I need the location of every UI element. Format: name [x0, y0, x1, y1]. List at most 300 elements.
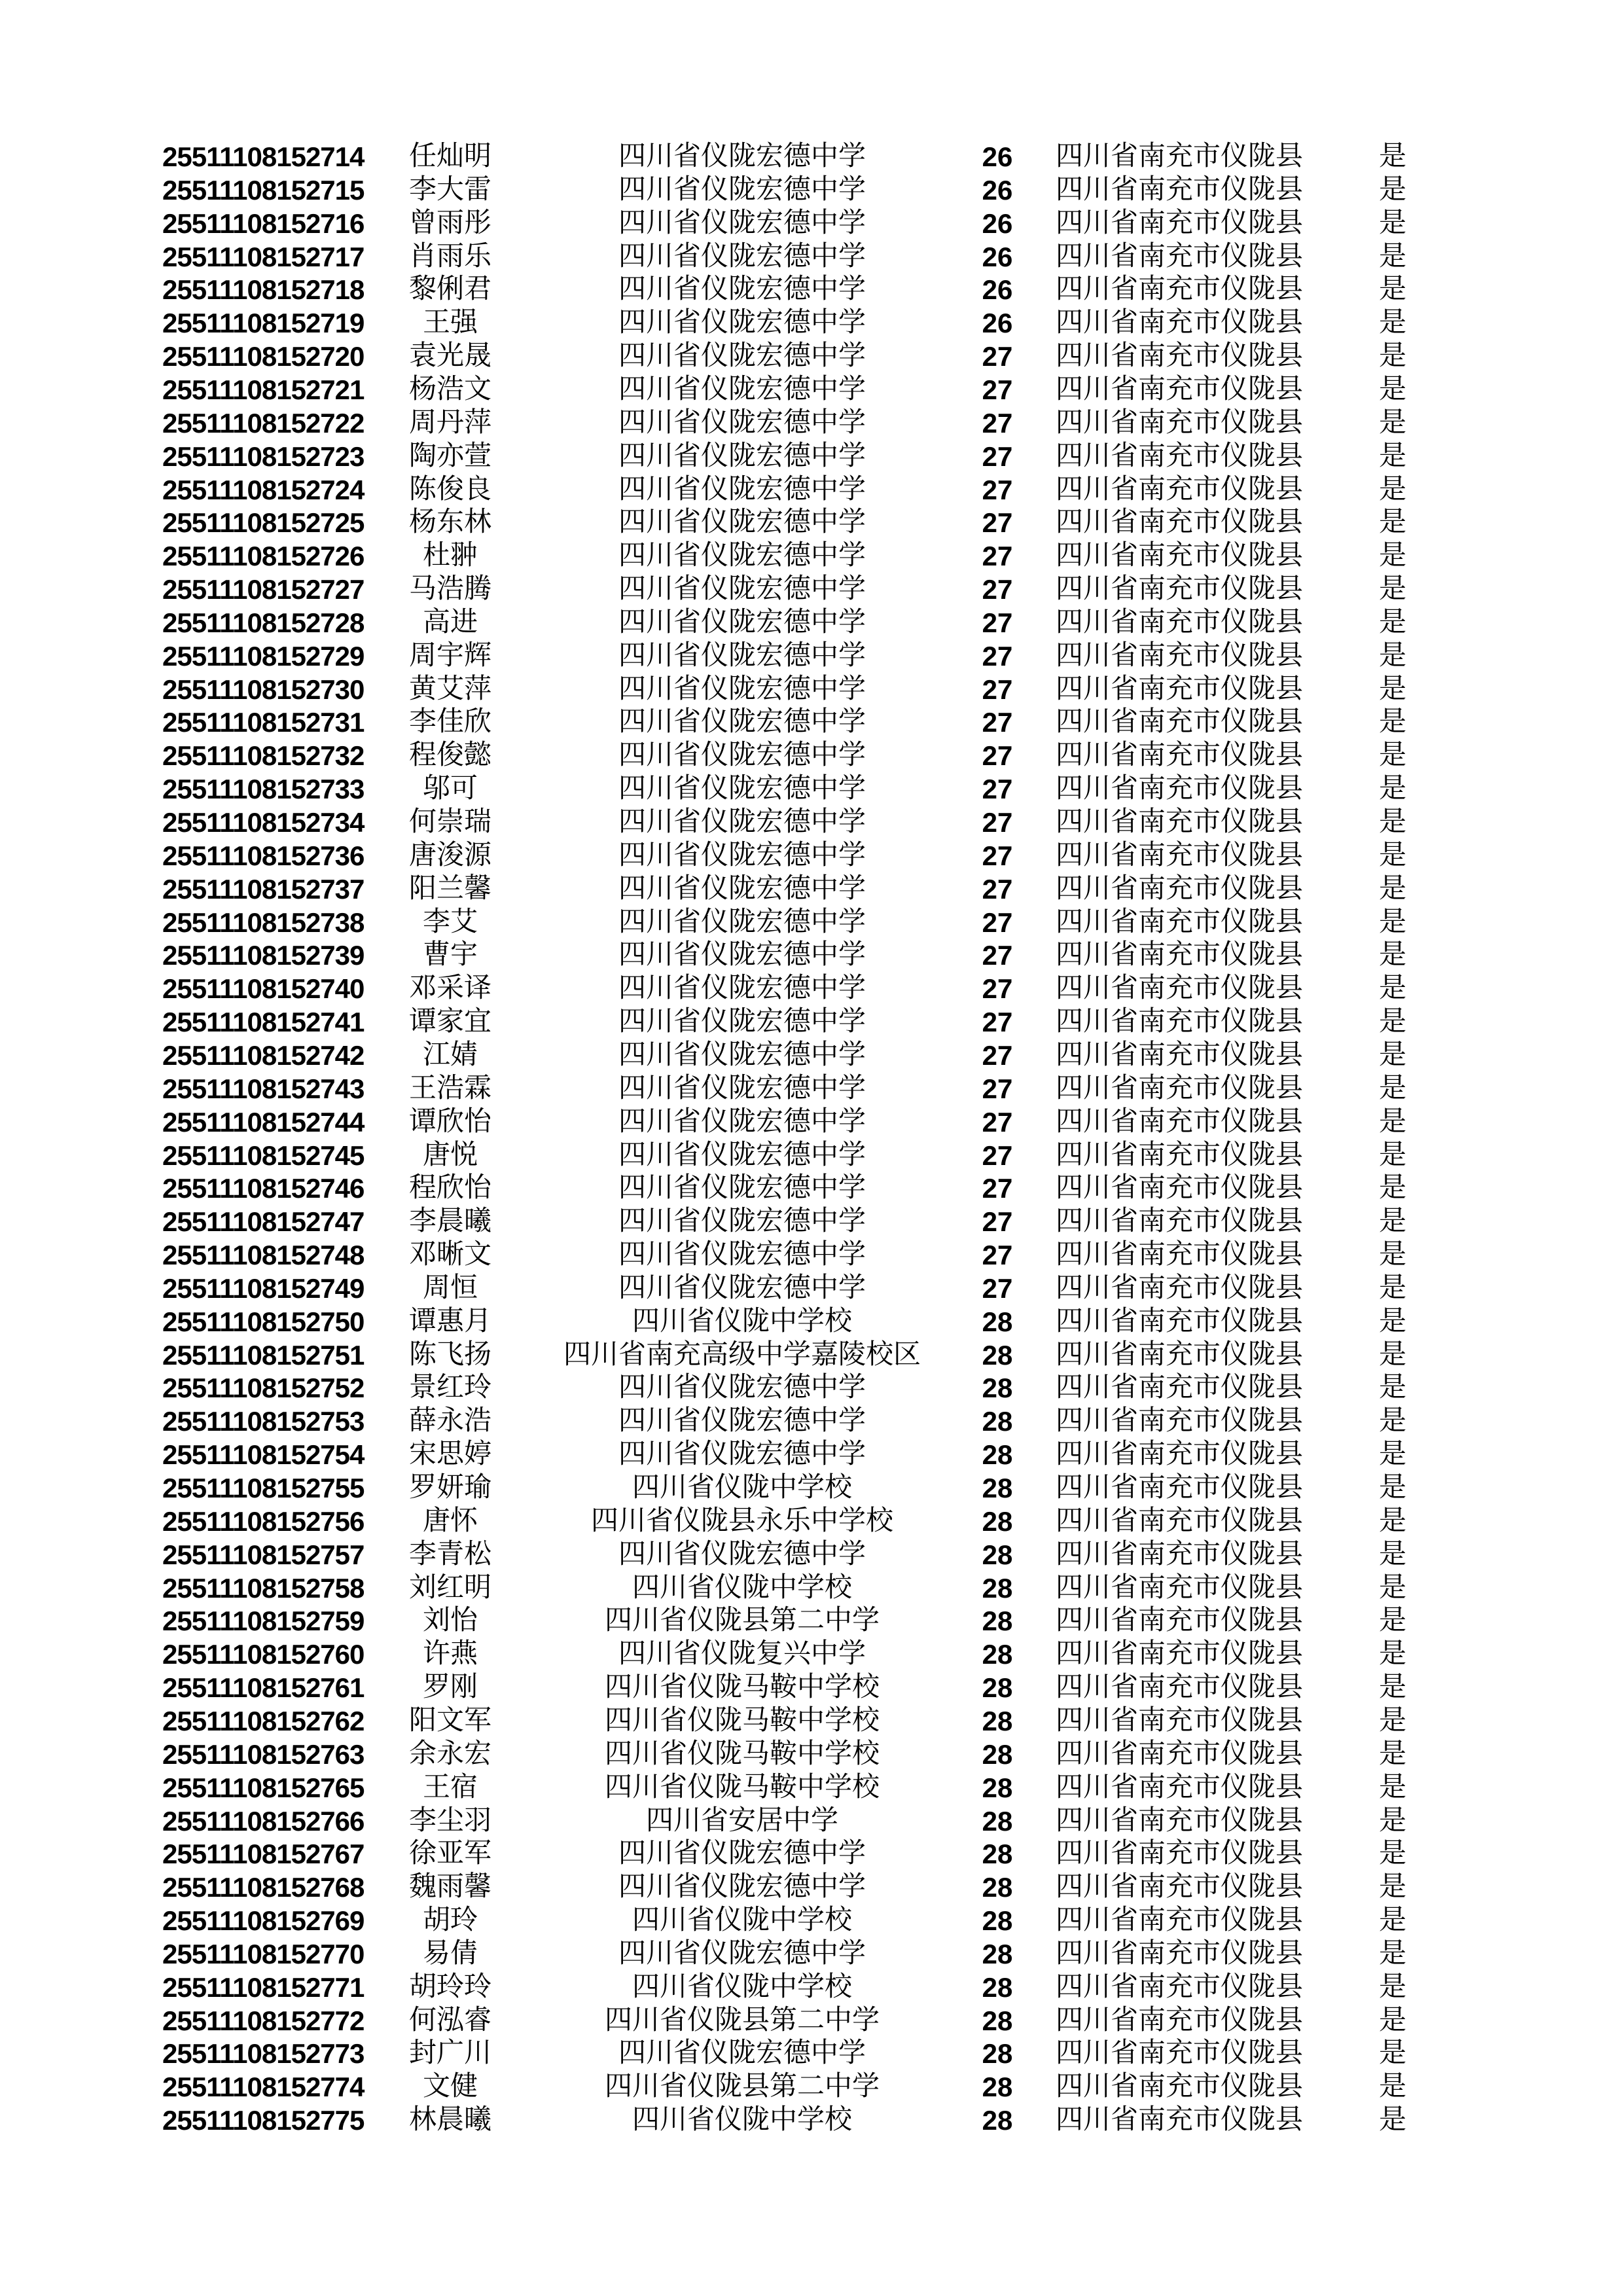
table-row [0, 1005, 1623, 1039]
table-row [0, 473, 1623, 507]
confirm-flag: 是 [1378, 2038, 1406, 2069]
candidate-id: 25511108152723 [162, 440, 365, 472]
school-name: 四川省仪陇宏德中学 [618, 308, 866, 338]
confirm-flag: 是 [1378, 1372, 1406, 1403]
confirm-flag: 是 [1378, 1406, 1406, 1437]
region: 四川省南充市仪陇县 [1055, 1339, 1303, 1370]
school-name: 四川省仪陇宏德中学 [618, 607, 866, 637]
confirm-flag: 是 [1378, 207, 1406, 238]
confirm-flag: 是 [1378, 673, 1406, 704]
region: 四川省南充市仪陇县 [1055, 1938, 1303, 1969]
candidate-name: 刘红明 [408, 1572, 491, 1603]
region: 四川省南充市仪陇县 [1055, 2072, 1303, 2102]
group-number: 28 [982, 1639, 1013, 1670]
region: 四川省南充市仪陇县 [1055, 1505, 1303, 1536]
confirm-flag: 是 [1378, 1073, 1406, 1103]
candidate-name: 李青松 [408, 1539, 491, 1570]
candidate-name: 邓晰文 [408, 1240, 491, 1270]
group-number: 27 [982, 1039, 1013, 1071]
region: 四川省南充市仪陇县 [1055, 740, 1303, 771]
table-row [0, 2104, 1623, 2137]
region: 四川省南充市仪陇县 [1055, 673, 1303, 704]
school-name: 四川省仪陇复兴中学 [618, 1639, 866, 1670]
group-number: 28 [982, 2105, 1013, 2136]
candidate-name: 谭惠月 [408, 1306, 491, 1336]
candidate-id: 25511108152730 [162, 673, 365, 705]
table-row [0, 140, 1623, 173]
confirm-flag: 是 [1378, 1173, 1406, 1204]
confirm-flag: 是 [1378, 407, 1406, 438]
region: 四川省南充市仪陇县 [1055, 807, 1303, 837]
school-name: 四川省仪陇宏德中学 [618, 740, 866, 771]
table-row [0, 606, 1623, 639]
school-name: 四川省仪陇宏德中学 [618, 1007, 866, 1037]
school-name: 四川省仪陇宏德中学 [618, 906, 866, 937]
confirm-flag: 是 [1378, 1539, 1406, 1570]
region: 四川省南充市仪陇县 [1055, 873, 1303, 904]
table-row [0, 1704, 1623, 1738]
table-row [0, 1105, 1623, 1139]
region: 四川省南充市仪陇县 [1055, 1971, 1303, 2002]
group-number: 27 [982, 407, 1013, 439]
confirm-flag: 是 [1378, 1971, 1406, 2002]
school-name: 四川省仪陇宏德中学 [618, 873, 866, 904]
table-row [0, 1438, 1623, 1471]
group-number: 28 [982, 1839, 1013, 1870]
school-name: 四川省仪陇宏德中学 [618, 1039, 866, 1070]
confirm-flag: 是 [1378, 1738, 1406, 1769]
candidate-name: 王宿 [422, 1772, 478, 1803]
candidate-name: 胡玲 [422, 1905, 478, 1936]
group-number: 27 [982, 707, 1013, 738]
group-number: 28 [982, 1805, 1013, 1837]
region: 四川省南充市仪陇县 [1055, 1039, 1303, 1070]
region: 四川省南充市仪陇县 [1055, 2005, 1303, 2036]
candidate-id: 25511108152726 [162, 541, 365, 572]
confirm-flag: 是 [1378, 1805, 1406, 1836]
group-number: 28 [982, 1971, 1013, 2003]
school-name: 四川省仪陇宏德中学 [618, 774, 866, 804]
region: 四川省南充市仪陇县 [1055, 341, 1303, 372]
candidate-name: 李晨曦 [408, 1206, 491, 1237]
group-number: 27 [982, 906, 1013, 938]
table-row [0, 1837, 1623, 1871]
table-row [0, 739, 1623, 772]
school-name: 四川省仪陇县第二中学 [604, 2005, 880, 2036]
group-number: 28 [982, 1872, 1013, 1903]
confirm-flag: 是 [1378, 374, 1406, 404]
region: 四川省南充市仪陇县 [1055, 840, 1303, 870]
candidate-name: 文健 [422, 2072, 478, 2102]
confirm-flag: 是 [1378, 1639, 1406, 1670]
confirm-flag: 是 [1378, 1007, 1406, 1037]
school-name: 四川省仪陇宏德中学 [618, 840, 866, 870]
table-row [0, 1272, 1623, 1305]
group-number: 27 [982, 1139, 1013, 1171]
table-row [0, 506, 1623, 539]
school-name: 四川省仪陇宏德中学 [618, 807, 866, 837]
table-row [0, 673, 1623, 706]
group-number: 27 [982, 873, 1013, 905]
school-name: 四川省仪陇宏德中学 [618, 507, 866, 538]
school-name: 四川省仪陇宏德中学 [618, 1872, 866, 1903]
group-number: 27 [982, 607, 1013, 638]
confirm-flag: 是 [1378, 507, 1406, 538]
school-name: 四川省仪陇宏德中学 [618, 1539, 866, 1570]
region: 四川省南充市仪陇县 [1055, 507, 1303, 538]
table-row [0, 1039, 1623, 1072]
table-row [0, 306, 1623, 340]
candidate-id: 25511108152717 [162, 241, 365, 272]
candidate-name: 罗妍瑜 [408, 1473, 491, 1503]
candidate-name: 肖雨乐 [408, 241, 491, 272]
table-row [0, 1505, 1623, 1538]
region: 四川省南充市仪陇县 [1055, 1839, 1303, 1869]
candidate-name: 邓采译 [408, 973, 491, 1004]
confirm-flag: 是 [1378, 174, 1406, 205]
table-row [0, 1371, 1623, 1405]
candidate-name: 杜翀 [422, 541, 478, 571]
table-row [0, 872, 1623, 906]
candidate-id: 25511108152714 [162, 141, 365, 172]
table-row [0, 1871, 1623, 1904]
candidate-id: 25511108152775 [162, 2105, 365, 2136]
group-number: 28 [982, 2038, 1013, 2070]
table-row [0, 240, 1623, 274]
table-row [0, 373, 1623, 406]
confirm-flag: 是 [1378, 2105, 1406, 2136]
school-name: 四川省南充高级中学嘉陵校区 [563, 1339, 921, 1370]
group-number: 26 [982, 174, 1013, 206]
school-name: 四川省仪陇马鞍中学校 [604, 1772, 880, 1803]
candidate-name: 曾雨彤 [408, 207, 491, 238]
candidate-id: 25511108152736 [162, 840, 365, 871]
candidate-name: 胡玲玲 [408, 1971, 491, 2002]
candidate-name: 陶亦萱 [408, 440, 491, 471]
school-name: 四川省仪陇宏德中学 [618, 707, 866, 738]
candidate-name: 何崇瑞 [408, 807, 491, 837]
candidate-id: 25511108152749 [162, 1272, 365, 1304]
table-row [0, 1604, 1623, 1638]
candidate-name: 程俊懿 [408, 740, 491, 771]
candidate-name: 程欣怡 [408, 1173, 491, 1204]
region: 四川省南充市仪陇县 [1055, 1206, 1303, 1237]
school-name: 四川省仪陇宏德中学 [618, 374, 866, 404]
group-number: 28 [982, 1772, 1013, 1803]
candidate-name: 王浩霖 [408, 1073, 491, 1103]
region: 四川省南充市仪陇县 [1055, 1007, 1303, 1037]
confirm-flag: 是 [1378, 1705, 1406, 1736]
table-row [0, 1804, 1623, 1838]
school-name: 四川省仪陇中学校 [632, 1572, 852, 1603]
candidate-id: 25511108152731 [162, 707, 365, 738]
group-number: 27 [982, 474, 1013, 505]
group-number: 27 [982, 1106, 1013, 1138]
region: 四川省南充市仪陇县 [1055, 1306, 1303, 1336]
confirm-flag: 是 [1378, 607, 1406, 637]
school-name: 四川省仪陇宏德中学 [618, 574, 866, 605]
group-number: 27 [982, 341, 1013, 372]
table-row [0, 1172, 1623, 1205]
group-number: 27 [982, 673, 1013, 705]
school-name: 四川省仪陇中学校 [632, 2105, 852, 2136]
confirm-flag: 是 [1378, 341, 1406, 372]
school-name: 四川省仪陇县第二中学 [604, 1605, 880, 1636]
confirm-flag: 是 [1378, 1240, 1406, 1270]
candidate-id: 25511108152745 [162, 1139, 365, 1171]
table-row [0, 706, 1623, 739]
region: 四川省南充市仪陇县 [1055, 1872, 1303, 1903]
region: 四川省南充市仪陇县 [1055, 308, 1303, 338]
candidate-id: 25511108152754 [162, 1439, 365, 1471]
table-row [0, 2070, 1623, 2104]
candidate-name: 罗刚 [422, 1672, 478, 1703]
table-row [0, 2037, 1623, 2070]
school-name: 四川省仪陇中学校 [632, 1473, 852, 1503]
region: 四川省南充市仪陇县 [1055, 1139, 1303, 1170]
candidate-id: 25511108152765 [162, 1772, 365, 1803]
candidate-name: 曹宇 [422, 940, 478, 971]
group-number: 27 [982, 541, 1013, 572]
region: 四川省南充市仪陇县 [1055, 574, 1303, 605]
candidate-id: 25511108152740 [162, 973, 365, 1005]
candidate-name: 马浩腾 [408, 574, 491, 605]
group-number: 27 [982, 740, 1013, 772]
region: 四川省南充市仪陇县 [1055, 2038, 1303, 2069]
table-row [0, 1205, 1623, 1238]
candidate-name: 封广川 [408, 2038, 491, 2069]
region: 四川省南充市仪陇县 [1055, 607, 1303, 637]
candidate-id: 25511108152718 [162, 274, 365, 306]
confirm-flag: 是 [1378, 274, 1406, 305]
confirm-flag: 是 [1378, 541, 1406, 571]
region: 四川省南充市仪陇县 [1055, 1639, 1303, 1670]
region: 四川省南充市仪陇县 [1055, 1805, 1303, 1836]
table-row [0, 906, 1623, 939]
school-name: 四川省仪陇宏德中学 [618, 440, 866, 471]
candidate-name: 宋思婷 [408, 1439, 491, 1470]
table-row [0, 340, 1623, 373]
region: 四川省南充市仪陇县 [1055, 1106, 1303, 1137]
school-name: 四川省仪陇宏德中学 [618, 1406, 866, 1437]
school-name: 四川省仪陇宏德中学 [618, 1439, 866, 1470]
candidate-id: 25511108152719 [162, 308, 365, 339]
group-number: 28 [982, 1539, 1013, 1570]
school-name: 四川省仪陇宏德中学 [618, 474, 866, 505]
table-row [0, 1937, 1623, 1971]
confirm-flag: 是 [1378, 1039, 1406, 1070]
group-number: 26 [982, 141, 1013, 172]
group-number: 27 [982, 1240, 1013, 1271]
candidate-id: 25511108152728 [162, 607, 365, 638]
confirm-flag: 是 [1378, 740, 1406, 771]
confirm-flag: 是 [1378, 1772, 1406, 1803]
table-row [0, 539, 1623, 573]
group-number: 28 [982, 1473, 1013, 1503]
group-number: 28 [982, 1938, 1013, 1969]
confirm-flag: 是 [1378, 1106, 1406, 1137]
candidate-id: 25511108152737 [162, 873, 365, 905]
candidate-id: 25511108152720 [162, 341, 365, 372]
candidate-id: 25511108152748 [162, 1240, 365, 1271]
candidate-name: 薛永浩 [408, 1406, 491, 1437]
school-name: 四川省仪陇宏德中学 [618, 1106, 866, 1137]
region: 四川省南充市仪陇县 [1055, 407, 1303, 438]
school-name: 四川省仪陇马鞍中学校 [604, 1672, 880, 1703]
candidate-id: 25511108152768 [162, 1872, 365, 1903]
group-number: 28 [982, 1672, 1013, 1704]
candidate-name: 王强 [422, 308, 478, 338]
table-row [0, 406, 1623, 440]
group-number: 28 [982, 1439, 1013, 1471]
group-number: 26 [982, 241, 1013, 272]
candidate-name: 易倩 [422, 1938, 478, 1969]
region: 四川省南充市仪陇县 [1055, 1473, 1303, 1503]
candidate-name: 阳文军 [408, 1705, 491, 1736]
confirm-flag: 是 [1378, 1473, 1406, 1503]
candidate-name: 江婧 [422, 1039, 478, 1070]
candidate-name: 许燕 [422, 1639, 478, 1670]
candidate-id: 25511108152743 [162, 1073, 365, 1104]
candidate-id: 25511108152759 [162, 1605, 365, 1637]
group-number: 28 [982, 2005, 1013, 2036]
school-name: 四川省仪陇县永乐中学校 [590, 1505, 893, 1536]
confirm-flag: 是 [1378, 1872, 1406, 1903]
region: 四川省南充市仪陇县 [1055, 973, 1303, 1004]
confirm-flag: 是 [1378, 1605, 1406, 1636]
group-number: 27 [982, 1173, 1013, 1204]
group-number: 27 [982, 940, 1013, 971]
school-name: 四川省仪陇宏德中学 [618, 1173, 866, 1204]
candidate-name: 陈飞扬 [408, 1339, 491, 1370]
region: 四川省南充市仪陇县 [1055, 541, 1303, 571]
confirm-flag: 是 [1378, 1339, 1406, 1370]
candidate-id: 25511108152750 [162, 1306, 365, 1337]
school-name: 四川省仪陇宏德中学 [618, 241, 866, 272]
table-row [0, 1638, 1623, 1671]
candidate-name: 谭家宜 [408, 1007, 491, 1037]
candidate-id: 25511108152767 [162, 1839, 365, 1870]
group-number: 27 [982, 640, 1013, 672]
candidate-id: 25511108152761 [162, 1672, 365, 1704]
school-name: 四川省安居中学 [645, 1805, 838, 1836]
group-number: 28 [982, 1505, 1013, 1537]
confirm-flag: 是 [1378, 707, 1406, 738]
group-number: 27 [982, 973, 1013, 1005]
group-number: 27 [982, 374, 1013, 405]
group-number: 27 [982, 840, 1013, 871]
candidate-name: 周宇辉 [408, 640, 491, 671]
school-name: 四川省仪陇宏德中学 [618, 1839, 866, 1869]
candidate-id: 25511108152732 [162, 740, 365, 772]
candidate-id: 25511108152771 [162, 1971, 365, 2003]
candidate-name: 唐悦 [422, 1139, 478, 1170]
confirm-flag: 是 [1378, 906, 1406, 937]
group-number: 26 [982, 207, 1013, 239]
candidate-id: 25511108152769 [162, 1905, 365, 1937]
confirm-flag: 是 [1378, 1672, 1406, 1703]
candidate-id: 25511108152757 [162, 1539, 365, 1570]
region: 四川省南充市仪陇县 [1055, 174, 1303, 205]
candidate-name: 周恒 [422, 1272, 478, 1303]
group-number: 26 [982, 308, 1013, 339]
school-name: 四川省仪陇宏德中学 [618, 141, 866, 171]
confirm-flag: 是 [1378, 1938, 1406, 1969]
region: 四川省南充市仪陇县 [1055, 1372, 1303, 1403]
confirm-flag: 是 [1378, 1905, 1406, 1936]
group-number: 27 [982, 507, 1013, 539]
candidate-name: 邬可 [422, 774, 478, 804]
table-row [0, 772, 1623, 806]
region: 四川省南充市仪陇县 [1055, 906, 1303, 937]
confirm-flag: 是 [1378, 241, 1406, 272]
table-row [0, 273, 1623, 306]
group-number: 28 [982, 1372, 1013, 1404]
region: 四川省南充市仪陇县 [1055, 1073, 1303, 1103]
candidate-id: 25511108152742 [162, 1039, 365, 1071]
candidate-id: 25511108152722 [162, 407, 365, 439]
confirm-flag: 是 [1378, 873, 1406, 904]
school-name: 四川省仪陇宏德中学 [618, 640, 866, 671]
school-name: 四川省仪陇宏德中学 [618, 973, 866, 1004]
confirm-flag: 是 [1378, 1306, 1406, 1336]
candidate-name: 谭欣怡 [408, 1106, 491, 1137]
candidate-name: 李尘羽 [408, 1805, 491, 1836]
candidate-id: 25511108152770 [162, 1938, 365, 1969]
region: 四川省南充市仪陇县 [1055, 1240, 1303, 1270]
candidate-id: 25511108152715 [162, 174, 365, 206]
candidate-id: 25511108152744 [162, 1106, 365, 1138]
candidate-id: 25511108152727 [162, 574, 365, 605]
confirm-flag: 是 [1378, 141, 1406, 171]
school-name: 四川省仪陇马鞍中学校 [604, 1738, 880, 1769]
region: 四川省南充市仪陇县 [1055, 474, 1303, 505]
table-row [0, 1139, 1623, 1172]
school-name: 四川省仪陇宏德中学 [618, 1073, 866, 1103]
school-name: 四川省仪陇宏德中学 [618, 207, 866, 238]
candidate-name: 袁光晟 [408, 341, 491, 372]
confirm-flag: 是 [1378, 1839, 1406, 1869]
candidate-id: 25511108152774 [162, 2072, 365, 2103]
region: 四川省南充市仪陇县 [1055, 141, 1303, 171]
region: 四川省南充市仪陇县 [1055, 640, 1303, 671]
confirm-flag: 是 [1378, 1206, 1406, 1237]
candidate-name: 任灿明 [408, 141, 491, 171]
candidate-name: 李佳欣 [408, 707, 491, 738]
candidate-id: 25511108152772 [162, 2005, 365, 2036]
table-row [0, 1238, 1623, 1272]
candidate-id: 25511108152738 [162, 906, 365, 938]
region: 四川省南充市仪陇县 [1055, 1605, 1303, 1636]
school-name: 四川省仪陇宏德中学 [618, 1240, 866, 1270]
group-number: 27 [982, 1073, 1013, 1104]
region: 四川省南充市仪陇县 [1055, 440, 1303, 471]
confirm-flag: 是 [1378, 1139, 1406, 1170]
confirm-flag: 是 [1378, 940, 1406, 971]
candidate-name: 李大雷 [408, 174, 491, 205]
school-name: 四川省仪陇宏德中学 [618, 2038, 866, 2069]
confirm-flag: 是 [1378, 973, 1406, 1004]
candidate-name: 周丹萍 [408, 407, 491, 438]
candidate-name: 唐浚源 [408, 840, 491, 870]
group-number: 28 [982, 1705, 1013, 1736]
region: 四川省南充市仪陇县 [1055, 1539, 1303, 1570]
candidate-name: 林晨曦 [408, 2105, 491, 2136]
candidate-name: 唐怀 [422, 1505, 478, 1536]
group-number: 27 [982, 574, 1013, 605]
candidate-name: 阳兰馨 [408, 873, 491, 904]
group-number: 27 [982, 440, 1013, 472]
